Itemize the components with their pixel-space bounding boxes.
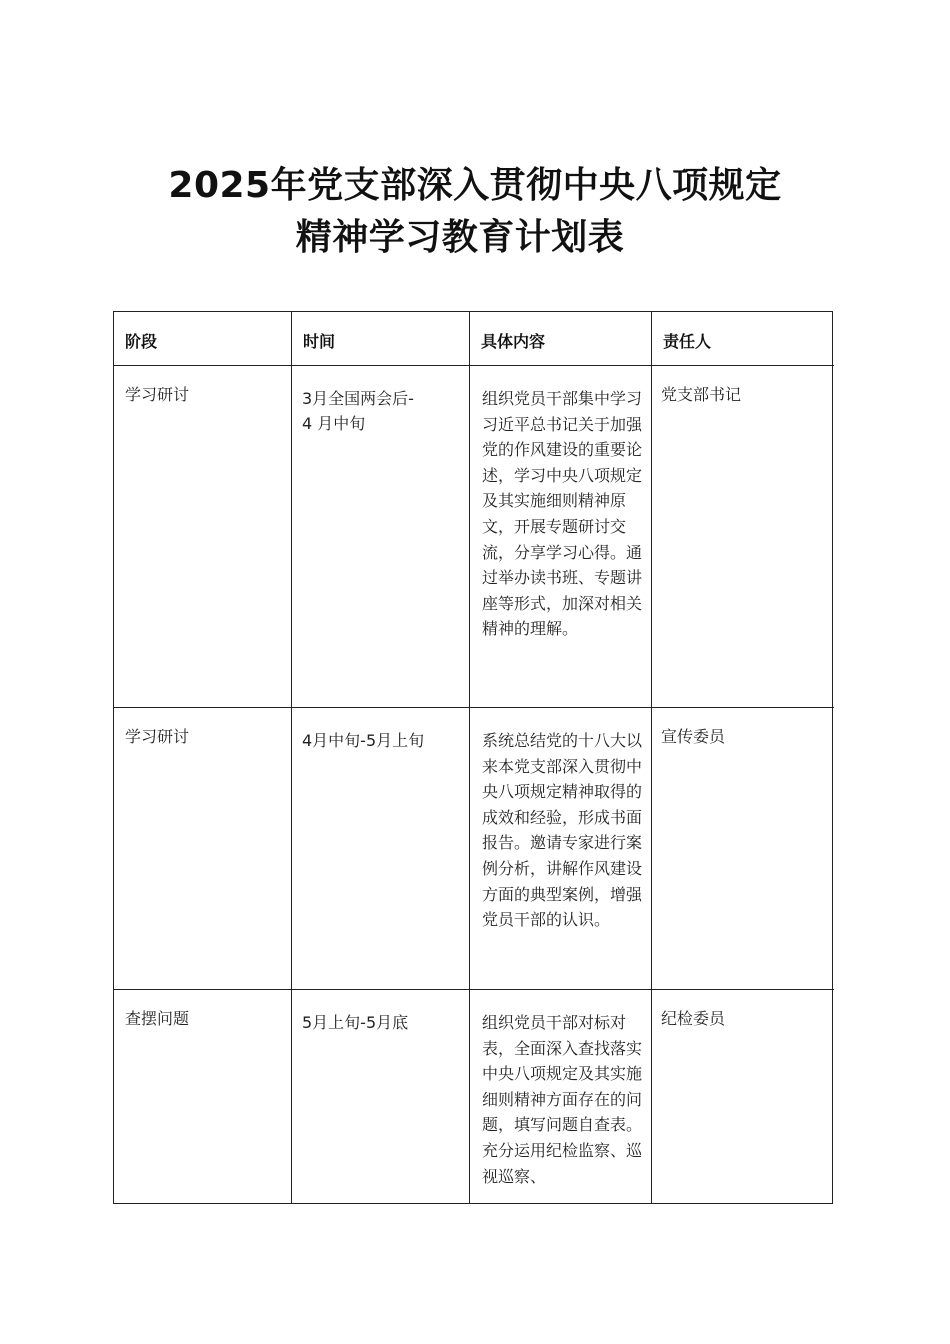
cell-owner <box>652 708 834 989</box>
document-title <box>0 160 950 264</box>
cell-content <box>470 990 652 1203</box>
content-text: 系统总结党的十八大以来本党支部深入贯彻中央八项规定精神取得的成效和经验，形成书面报告。邀请专家进行案例分析，讲解作风建设方面的典型案例，增强党员干部的认识。 <box>482 731 643 930</box>
title-line-2: 精神学习教育计划表 <box>295 217 625 258</box>
plan-table <box>113 311 833 1204</box>
table-row <box>114 366 834 708</box>
owner-text: 纪检委员 <box>661 1009 726 1028</box>
cell-content <box>470 366 652 707</box>
owner-text: 宣传委员 <box>661 727 726 746</box>
cell-stage <box>114 708 292 989</box>
owner-text: 党支部书记 <box>661 385 742 404</box>
time-text: 5月上旬-5月底 <box>302 1013 409 1032</box>
header-time: 时间 <box>303 332 336 351</box>
time-text: 4月中旬-5月上旬 <box>302 731 425 750</box>
cell-stage <box>114 366 292 707</box>
header-owner: 责任人 <box>663 332 712 351</box>
cell-stage <box>114 990 292 1203</box>
cell-time <box>292 366 470 707</box>
table-header-row <box>114 312 834 366</box>
content-text: 组织党员干部对标对表，全面深入查找落实中央八项规定及其实施细则精神方面存在的问题，填写问题自查表。充分运用纪检监察、巡视巡察、 <box>482 1013 643 1186</box>
stage-text: 查摆问题 <box>125 1009 190 1028</box>
header-cell-content <box>470 312 652 365</box>
table-row <box>114 708 834 990</box>
header-stage: 阶段 <box>125 332 158 351</box>
stage-text: 学习研讨 <box>125 727 190 746</box>
stage-text: 学习研讨 <box>125 385 190 404</box>
cell-owner <box>652 366 834 707</box>
cell-content <box>470 708 652 989</box>
cell-time <box>292 990 470 1203</box>
header-cell-owner <box>652 312 834 365</box>
title-line-1: 2025年党支部深入贯彻中央八项规定 <box>168 165 782 206</box>
table-row <box>114 990 834 1203</box>
cell-time <box>292 708 470 989</box>
content-text: 组织党员干部集中学习习近平总书记关于加强党的作风建设的重要论述，学习中央八项规定及其实施细则精神原文，开展专题研讨交流，分享学习心得。通过举办读书班、专题讲座等形式，加深对相关精神的理解。 <box>482 389 643 639</box>
time-text: 3月全国两会后- 4 月中旬 <box>302 389 414 433</box>
header-content: 具体内容 <box>481 332 546 351</box>
cell-owner <box>652 990 834 1203</box>
header-cell-stage <box>114 312 292 365</box>
header-cell-time <box>292 312 470 365</box>
